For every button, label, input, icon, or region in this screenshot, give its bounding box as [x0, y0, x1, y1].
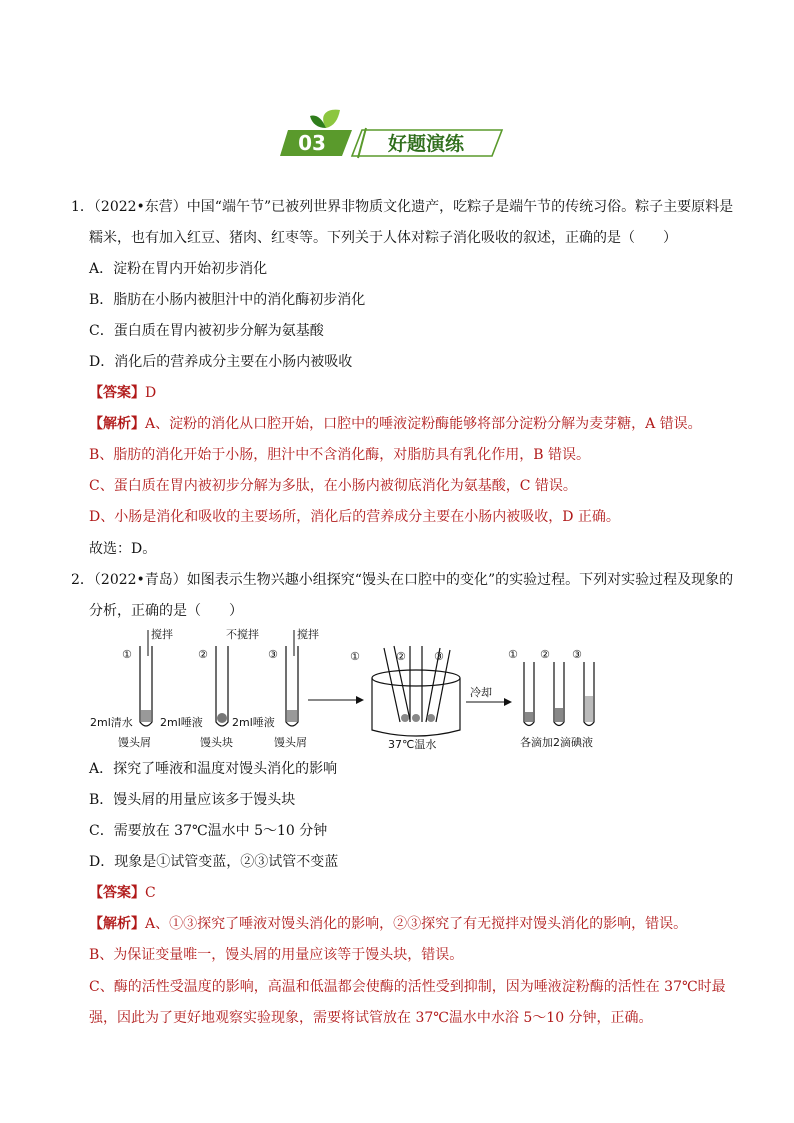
q1-option-a: A．淀粉在胃内开始初步消化 — [89, 261, 268, 277]
q2-option-a: A．探究了唾液和温度对馒头消化的影响 — [89, 761, 338, 777]
analysis-tag: 【解析】 — [89, 916, 145, 932]
q2-option-c: C．需要放在 37℃温水中 5～10 分钟 — [89, 823, 328, 839]
analysis-text: A、①③探究了唾液对馒头消化的影响，②③探究了有无搅拌对馒头消化的影响，错误。 — [145, 916, 688, 932]
banner-number: 03 — [298, 131, 326, 155]
svg-text:馒头屑: 馒头屑 — [118, 736, 151, 749]
q1-stem-line1: 1．（2022•东营）中国“端午节”已被列世界非物质文化遗产，吃粽子是端午节的传统习俗。粽子主要原料是 — [71, 199, 734, 215]
q2-analysis-line4: 强，因此为了更好地观察实验现象，需要将试管放在 37℃温水中水浴 5～10 分钟，正确。 — [89, 1010, 653, 1026]
q2-analysis-line2: B、为保证变量唯一，馒头屑的用量应该等于馒头块，错误。 — [89, 947, 464, 963]
test-tube-2 — [160, 627, 259, 749]
svg-text:各滴加2滴碘液: 各滴加2滴碘液 — [520, 736, 593, 749]
q1-analysis-line1 — [89, 414, 702, 434]
test-tube-1 — [90, 627, 173, 749]
analysis-text: A、淀粉的消化从口腔开始，口腔中的唾液淀粉酶能够将部分淀粉分解为麦芽糖，A 错误。 — [145, 416, 702, 432]
q1-answer — [89, 383, 156, 403]
q2-answer — [89, 883, 156, 903]
svg-text:不搅拌: 不搅拌 — [226, 628, 259, 641]
svg-text:②: ② — [540, 648, 550, 661]
svg-text:①: ① — [122, 648, 132, 661]
q1-option-d: D．消化后的营养成分主要在小肠内被吸收 — [89, 354, 353, 370]
svg-text:②: ② — [198, 648, 208, 661]
q1-stem-line2: 糯米，也有加入红豆、猪肉、红枣等。下列关于人体对粽子消化吸收的叙述，正确的是（ ） — [89, 230, 677, 246]
svg-text:搅拌: 搅拌 — [151, 628, 173, 641]
answer-tag: 【答案】 — [89, 385, 145, 401]
svg-text:37℃温水: 37℃温水 — [388, 738, 437, 751]
svg-text:馒头块: 馒头块 — [200, 736, 233, 749]
answer-value: C — [145, 885, 156, 901]
final-tubes — [508, 648, 594, 749]
answer-value: D — [145, 385, 157, 401]
q2-stem-line1: 2．（2022•青岛）如图表示生物兴趣小组探究“馒头在口腔中的变化”的实验过程。下列对实验过程及现象的 — [71, 572, 734, 588]
q2-option-d: D．现象是①试管变蓝，②③试管不变蓝 — [89, 854, 339, 870]
svg-text:③: ③ — [268, 648, 278, 661]
section-banner — [280, 108, 510, 160]
q1-analysis-line2: B、脂肪的消化开始于小肠，胆汁中不含消化酶，对脂肪具有乳化作用，B 错误。 — [89, 447, 591, 463]
q1-option-b: B．脂肪在小肠内被胆汁中的消化酶初步消化 — [89, 292, 366, 308]
svg-text:2ml清水: 2ml清水 — [90, 716, 133, 729]
q1-conclusion: 故选：D。 — [89, 541, 157, 557]
q2-analysis-line1 — [89, 914, 687, 934]
analysis-tag: 【解析】 — [89, 416, 145, 432]
svg-text:馒头屑: 馒头屑 — [274, 736, 307, 749]
svg-text:2ml唾液: 2ml唾液 — [160, 716, 203, 729]
q1-analysis-line4: D、小肠是消化和吸收的主要场所，消化后的营养成分主要在小肠内被吸收，D 正确。 — [89, 509, 620, 525]
svg-text:②: ② — [396, 650, 406, 663]
q2-analysis-line3: C、酶的活性受温度的影响，高温和低温都会使酶的活性受到抑制，因为唾液淀粉酶的活性在 37℃时最 — [89, 979, 726, 995]
svg-text:③: ③ — [434, 650, 444, 663]
svg-text:③: ③ — [572, 648, 582, 661]
water-bath — [350, 646, 460, 751]
svg-text:2ml唾液: 2ml唾液 — [232, 716, 275, 729]
q1-analysis-line3: C、蛋白质在胃内被初步分解为多肽，在小肠内被彻底消化为氨基酸，C 错误。 — [89, 478, 577, 494]
q1-option-c: C．蛋白质在胃内被初步分解为氨基酸 — [89, 323, 324, 339]
cool-label: 冷却 — [470, 686, 492, 699]
banner-title: 好题演练 — [387, 133, 465, 155]
leaf-icon — [323, 110, 340, 128]
answer-tag: 【答案】 — [89, 885, 145, 901]
test-tube-3 — [232, 627, 319, 749]
q2-stem-line2: 分析，正确的是（ ） — [89, 603, 243, 619]
experiment-figure — [88, 626, 608, 756]
svg-text:搅拌: 搅拌 — [297, 628, 319, 641]
svg-text:①: ① — [508, 648, 518, 661]
q2-option-b: B．馒头屑的用量应该多于馒头块 — [89, 792, 296, 808]
svg-text:①: ① — [350, 650, 360, 663]
